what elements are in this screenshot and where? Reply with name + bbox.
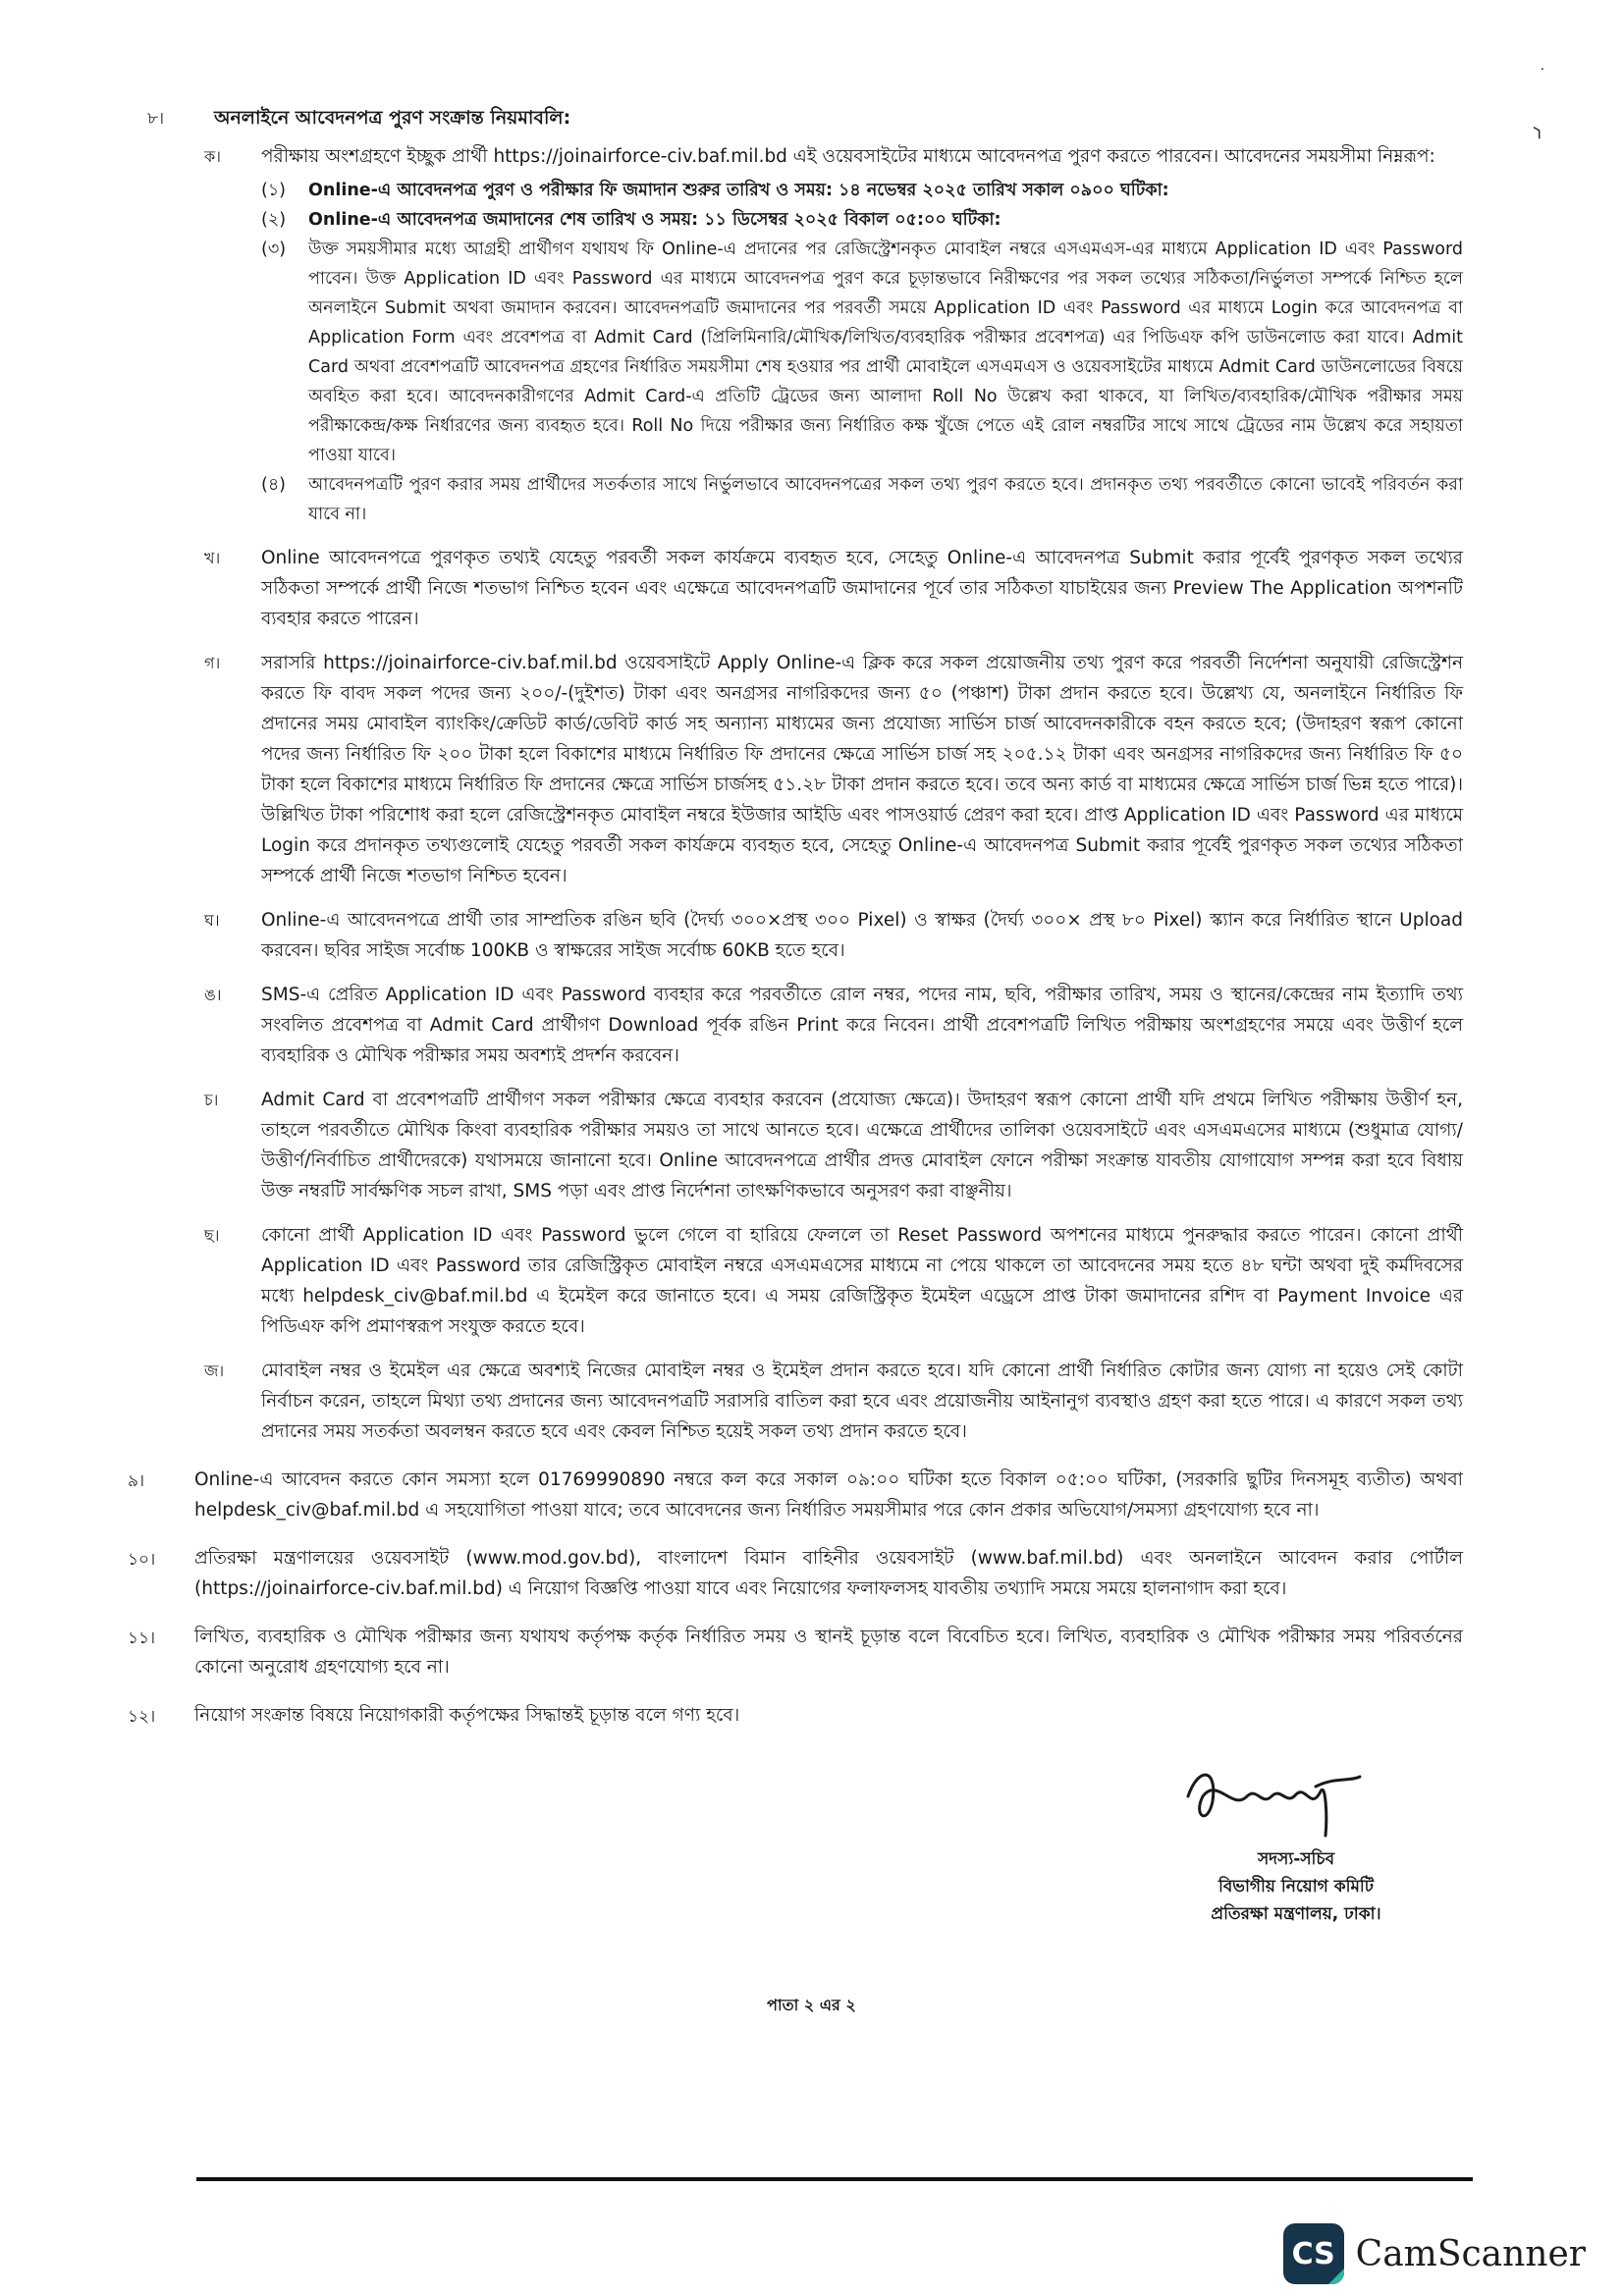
list-item-number: (৩) xyxy=(261,240,287,259)
section-text: Online-এ আবেদন করতে কোন সমস্যা হলে 01769990890 নম্বরে কল করে সকাল ০৯:০০ ঘটিকা হতে বিকাল ০৫:০০ ঘটিকা, (সরকারি ছুটির দিনসমূহ ব্যতীত) অথবা helpdesk_civ@baf.mil.bd এ সহযোগিতা পাওয়া যাবে; তবে আবেদনের জন্য নির্ধারিত সময়সীমার পরে কোন প্রকার অভিযোগ/সমস্যা গ্রহণযোগ্য হবে না। xyxy=(194,1469,1463,1521)
section-12 xyxy=(128,1700,1463,1733)
clause-label: জ। xyxy=(204,1362,225,1380)
clause-label: ঙ। xyxy=(204,986,222,1004)
list-item-number: (২) xyxy=(261,210,287,230)
clause-label: ঘ। xyxy=(204,911,220,930)
clause-label: চ। xyxy=(204,1091,219,1109)
clause-gha xyxy=(204,905,1463,966)
clause-text: সরাসরি https://joinairforce-civ.baf.mil.bd ওয়েবসাইটে Apply Online-এ ক্লিক করে সকল প্রয়োজনীয় তথ্য পুরণ করে পরবর্তী নির্দেশনা অনুযায়ী রেজিস্ট্রেশন করতে ফি বাবদ সকল পদের জন্য ২০০/-(দুইশত) টাকা এবং অনগ্রসর নাগরিকদের জন্য ৫০ (পঞ্চাশ) টাকা প্রদান করতে হবে। উল্লেখ্য যে, অনলাইনে নির্ধারিত ফি প্রদানের সময় মোবাইল ব্যাংকিং/ক্রেডিট কার্ড/ডেবিট কার্ড সহ অন্যান্য মাধ্যমের জন্য প্রযোজ্য সার্ভিস চার্জ আবেদনকারীকে বহন করতে হবে; (উদাহরণ স্বরূপ কোনো পদের জন্য নির্ধারিত ফি ২০০ টাকা হলে বিকাশের মাধ্যমে নির্ধারিত ফি প্রদানের ক্ষেত্রে সার্ভিস চার্জ সহ ২০৫.১২ টাকা এবং অনগ্রসর নাগরিকদের জন্য নির্ধারিত ফি ৫০ টাকা হলে বিকাশের মাধ্যমে নির্ধারিত ফি প্রদানের ক্ষেত্রে সার্ভিস চার্জসহ ৫১.২৮ টাকা প্রদান করতে হবে। তবে অন্য কার্ড বা মাধ্যমের ক্ষেত্রে সার্ভিস চার্জ ভিন্ন হতে পারে)। উল্লিখিত টাকা পরিশোধ করা হলে রেজিস্ট্রেশনকৃত মোবাইল নম্বরে ইউজার আইডি এবং পাসওয়ার্ড প্রেরণ করা হবে। প্রাপ্ত Application ID এবং Password এর মাধ্যমে Login করে প্রদানকৃত তথ্যগুলোই যেহেতু পরবর্তী সকল কার্যক্রমে ব্যবহৃত হবে, সেহেতু Online-এ আবেদনপত্র Submit করার পূর্বেই পুরণকৃত সকল তথ্যের সঠিকতা সম্পর্কে প্রার্থী নিজে শতভাগ নিশ্চিত হবেন। xyxy=(261,653,1463,886)
clause-kha xyxy=(204,543,1463,634)
clause-cha xyxy=(204,1085,1463,1206)
scan-edge-mark-mid: ⸃ xyxy=(1530,121,1544,153)
list-item-text: উক্ত সময়সীমার মধ্যে আগ্রহী প্রার্থীগণ যথাযথ ফি Online-এ প্রদানের পর রেজিস্ট্রেশনকৃত মোবাইল নম্বরে এসএমএস-এর মাধ্যমে Application ID এবং Password পাবেন। উক্ত Application ID এবং Password এর মাধ্যমে আবেদনপত্র পুরণ করে চূড়ান্তভাবে নিরীক্ষণের পর সকল তথ্যের সঠিকতা/নির্ভুলতা সম্পর্কে নিশ্চিত হলে অনলাইনে Submit অথবা জমাদান করবেন। আবেদনপত্রটি জমাদানের পর পরবর্তী সময়ে Application ID এবং Password এর মাধ্যমে Login করে আবেদনপত্র বা Application Form এবং প্রবেশপত্র বা Admit Card (প্রিলিমিনারি/মৌখিক/লিখিত/ব্যবহারিক পরীক্ষার প্রবেশপত্র) এর পিডিএফ কপি ডাউনলোড করা যাবে। Admit Card অথবা প্রবেশপত্রটি আবেদনপত্র গ্রহণের নির্ধারিত সময়সীমা শেষ হওয়ার পর প্রার্থী মোবাইলে এসএমএস ও ওয়েবসাইটের মাধ্যমে Admit Card ডাউনলোডের বিষয়ে অবহিত করা হবে। আবেদনকারীগণের Admit Card-এ প্রতিটি ট্রেডের জন্য আলাদা Roll No উল্লেখ করা থাকবে, যা লিখিত/ব্যবহারিক/মৌখিক পরীক্ষার সময় পরীক্ষাকেন্দ্র/কক্ষ নির্ধারণের জন্য ব্যবহৃত হবে। Roll No দিয়ে পরীক্ষার জন্য নির্ধারিত কক্ষ খুঁজে পেতে এই রোল নম্বরটির সাথে সাথে ট্রেডের নাম উল্লেখ করে সহায়তা পাওয়া যাবে। xyxy=(308,240,1463,465)
clause-uma xyxy=(204,980,1463,1071)
list-item xyxy=(261,470,1463,529)
signature-block xyxy=(1139,1757,1453,1928)
page-number: পাতা ২ এর ২ xyxy=(767,1996,856,2014)
list-item-number: (১) xyxy=(261,181,287,200)
clause-label: গ। xyxy=(204,654,221,672)
clause-ka-intro: পরীক্ষায় অংশগ্রহণে ইচ্ছুক প্রার্থী https://joinairforce-civ.baf.mil.bd এই ওয়েবসাইটের মাধ্যমে আবেদনপত্র পুরণ করতে পারবেন। আবেদনের সময়সীমা নিম্নরূপ: xyxy=(261,146,1435,167)
clause-text: Online আবেদনপত্রে পুরণকৃত তথ্যই যেহেতু পরবর্তী সকল কার্যক্রমে ব্যবহৃত হবে, সেহেতু Online-এ আবেদনপত্র Submit করার পূর্বেই পুরণকৃত সকল তথ্যের সঠিকতা সম্পর্কে প্রার্থী নিজে শতভাগ নিশ্চিত হবেন এবং এক্ষেত্রে আবেদনপত্রটি জমাদানের পূর্বে তার সঠিকতা যাচাইয়ের জন্য Preview The Application অপশনটি ব্যবহার করতে পারেন। xyxy=(261,548,1463,629)
clause-ja xyxy=(204,1356,1463,1447)
list-item xyxy=(261,205,1463,235)
list-item-number: (৪) xyxy=(261,475,287,495)
list-item-text: Online-এ আবেদনপত্র পুরণ ও পরীক্ষার ফি জমাদান শুরুর তারিখ ও সময়: ১৪ নভেম্বর ২০২৫ তারিখ সকাল ০৯০০ ঘটিকা: xyxy=(308,181,1169,200)
section-number: ৮। xyxy=(147,109,165,129)
section-title: অনলাইনে আবেদনপত্র পুরণ সংক্রান্ত নিয়মাবলি: xyxy=(214,107,571,129)
clause-text: SMS-এ প্রেরিত Application ID এবং Password ব্যবহার করে পরবর্তীতে রোল নম্বর, পদের নাম, ছবি, পরীক্ষার তারিখ, সময় ও স্থানের/কেন্দ্রের নাম ইত্যাদি তথ্য সংবলিত প্রবেশপত্র বা Admit Card প্রার্থীগণ Download পূর্বক রঙিন Print করে নিবেন। প্রার্থী প্রবেশপত্রটি লিখিত পরীক্ষায় অংশগ্রহণের সময়ে এবং উত্তীর্ণ হলে ব্যবহারিক ও মৌখিক পরীক্ষার সময় অবশ্যই প্রদর্শন করবেন। xyxy=(261,985,1463,1066)
list-item-text: আবেদনপত্রটি পুরণ করার সময় প্রার্থীদের সতর্কতার সাথে নির্ভুলভাবে আবেদনপত্রের সকল তথ্য পুরণ করতে হবে। প্রদানকৃত তথ্য পরবর্তীতে কোনো ভাবেই পরিবর্তন করা যাবে না। xyxy=(308,475,1463,524)
clause-text: মোবাইল নম্বর ও ইমেইল এর ক্ষেত্রে অবশ্যই নিজের মোবাইল নম্বর ও ইমেইল প্রদান করতে হবে। যদি কোনো প্রার্থী নির্ধারিত কোটার জন্য যোগ্য না হয়েও সেই কোটা নির্বাচন করেন, তাহলে মিথ্যা তথ্য প্রদানের জন্য আবেদনপত্রটি সরাসরি বাতিল করা হবে এবং প্রয়োজনীয় আইনানুগ ব্যবস্থাও গ্রহণ করা হতে পারে। এ কারণে সকল তথ্য প্রদানের সময় সতর্কতা অবলম্বন করতে হবে এবং কেবল নিশ্চিত হয়েই সকল তথ্য প্রদান করতে হবে। xyxy=(261,1361,1463,1442)
section-11 xyxy=(128,1622,1463,1682)
list-item xyxy=(261,176,1463,205)
scan-bottom-edge xyxy=(196,2177,1473,2181)
clause-text: Admit Card বা প্রবেশপত্রটি প্রার্থীগণ সকল পরীক্ষার ক্ষেত্রে ব্যবহার করবেন (প্রযোজ্য ক্ষেত্রে)। উদাহরণ স্বরূপ কোনো প্রার্থী যদি প্রথমে লিখিত পরীক্ষায় উত্তীর্ণ হন, তাহলে পরবর্তীতে মৌখিক কিংবা ব্যবহারিক পরীক্ষার সময়ও তা সাথে আনতে হবে। এক্ষেত্রে প্রার্থীদের তালিকা ওয়েবসাইটে এবং এসএমএসের মাধ্যমে (শুধুমাত্র যোগ্য/উত্তীর্ণ/নির্বাচিত প্রার্থীদেরকে) যথাসময়ে জানানো হবে। Online আবেদনপত্রে প্রার্থীর প্রদত্ত মোবাইল ফোনে পরীক্ষা সংক্রান্ত যাবতীয় যোগাযোগ সম্পন্ন করা হবে বিধায় উক্ত নম্বরটি সার্বক্ষণিক সচল রাখা, SMS পড়া এবং প্রাপ্ত নির্দেশনা তাৎক্ষণিকভাবে অনুসরণ করা বাঞ্ছনীয়। xyxy=(261,1090,1463,1201)
handwritten-signature xyxy=(1178,1757,1365,1845)
camscanner-watermark xyxy=(1283,2223,1586,2284)
signatory-committee: বিভাগীয় নিয়োগ কমিটি xyxy=(1217,1877,1375,1896)
section-9 xyxy=(128,1465,1463,1525)
signatory-ministry: প্রতিরক্ষা মন্ত্রণালয়, ঢাকা। xyxy=(1211,1904,1381,1924)
clause-label: খ। xyxy=(204,549,221,567)
clause-ga xyxy=(204,648,1463,891)
section-text: লিখিত, ব্যবহারিক ও মৌখিক পরীক্ষার জন্য যথাযথ কর্তৃপক্ষ কর্তৃক নির্ধারিত সময় ও স্থানই চূড়ান্ত বলে বিবেচিত হবে। লিখিত, ব্যবহারিক ও মৌখিক পরীক্ষার সময় পরিবর্তনের কোনো অনুরোধ গ্রহণযোগ্য হবে না। xyxy=(194,1627,1463,1678)
section-number: ১২। xyxy=(128,1707,156,1727)
section-number: ৯। xyxy=(128,1471,145,1491)
section-number: ১১। xyxy=(128,1629,156,1648)
camscanner-logo-icon: CS xyxy=(1283,2223,1344,2284)
camscanner-brand: CamScanner xyxy=(1355,2233,1586,2274)
document-body xyxy=(128,104,1463,1733)
list-item-text: Online-এ আবেদনপত্র জমাদানের শেষ তারিখ ও সময়: ১১ ডিসেম্বর ২০২৫ বিকাল ০৫:০০ ঘটিকা: xyxy=(308,210,1001,230)
clause-label: ক। xyxy=(204,147,221,166)
section-number: ১০। xyxy=(128,1550,156,1570)
section-text: নিয়োগ সংক্রান্ত বিষয়ে নিয়োগকারী কর্তৃপক্ষের সিদ্ধান্তই চূড়ান্ত বলে গণ্য হবে। xyxy=(194,1705,740,1726)
clause-ka xyxy=(204,141,1463,529)
clause-text: কোনো প্রার্থী Application ID এবং Password ভুলে গেলে বা হারিয়ে ফেললে তা Reset Password অপশনের মাধ্যমে পুনরুদ্ধার করতে পারেন। কোনো প্রার্থী Application ID এবং Password তার রেজিস্ট্রিকৃত মোবাইল নম্বরে এসএমএসের মাধ্যমে না পেয়ে থাকলে তা আবেদনের সময় হতে ৪৮ ঘন্টা অথবা দুই কর্মদিবসের মধ্যে helpdesk_civ@baf.mil.bd এ ইমেইল করে জানাতে হবে। এ সময় রেজিস্ট্রিকৃত ইমেইল এড্রেসে প্রাপ্ত টাকা জমাদানের রশিদ বা Payment Invoice এর পিডিএফ কপি প্রমাণস্বরূপ সংযুক্ত করতে হবে। xyxy=(261,1225,1463,1337)
schedule-list xyxy=(261,176,1463,529)
section-text: প্রতিরক্ষা মন্ত্রণালয়ের ওয়েবসাইট (www.mod.gov.bd), বাংলাদেশ বিমান বাহিনীর ওয়েবসাইট (www.baf.mil.bd) এবং অনলাইনে আবেদন করার পোর্টাল (https://joinairforce-civ.baf.mil.bd) এ নিয়োগ বিজ্ঞপ্তি পাওয়া যাবে এবং নিয়োগের ফলাফলসহ যাবতীয় তথ্যাদি সময়ে সময়ে হালনাগাদ করা হবে। xyxy=(194,1548,1463,1599)
clause-chha xyxy=(204,1220,1463,1342)
clause-label: ছ। xyxy=(204,1226,220,1245)
section-10 xyxy=(128,1543,1463,1604)
list-item xyxy=(261,235,1463,470)
signatory-title: সদস্য-সচিব xyxy=(1257,1849,1335,1869)
clause-text: Online-এ আবেদনপত্রে প্রার্থী তার সাম্প্রতিক রঙিন ছবি (দৈর্ঘ্য ৩০০×প্রস্থ ৩০০ Pixel) ও স্বাক্ষর (দৈর্ঘ্য ৩০০× প্রস্থ ৮০ Pixel) স্ক্যান করে নির্ধারিত স্থানে Upload করবেন। ছবির সাইজ সর্বোচ্চ 100KB ও স্বাক্ষরের সাইজ সর্বোচ্চ 60KB হতে হবে। xyxy=(261,910,1463,961)
section-8-heading xyxy=(147,104,1463,135)
